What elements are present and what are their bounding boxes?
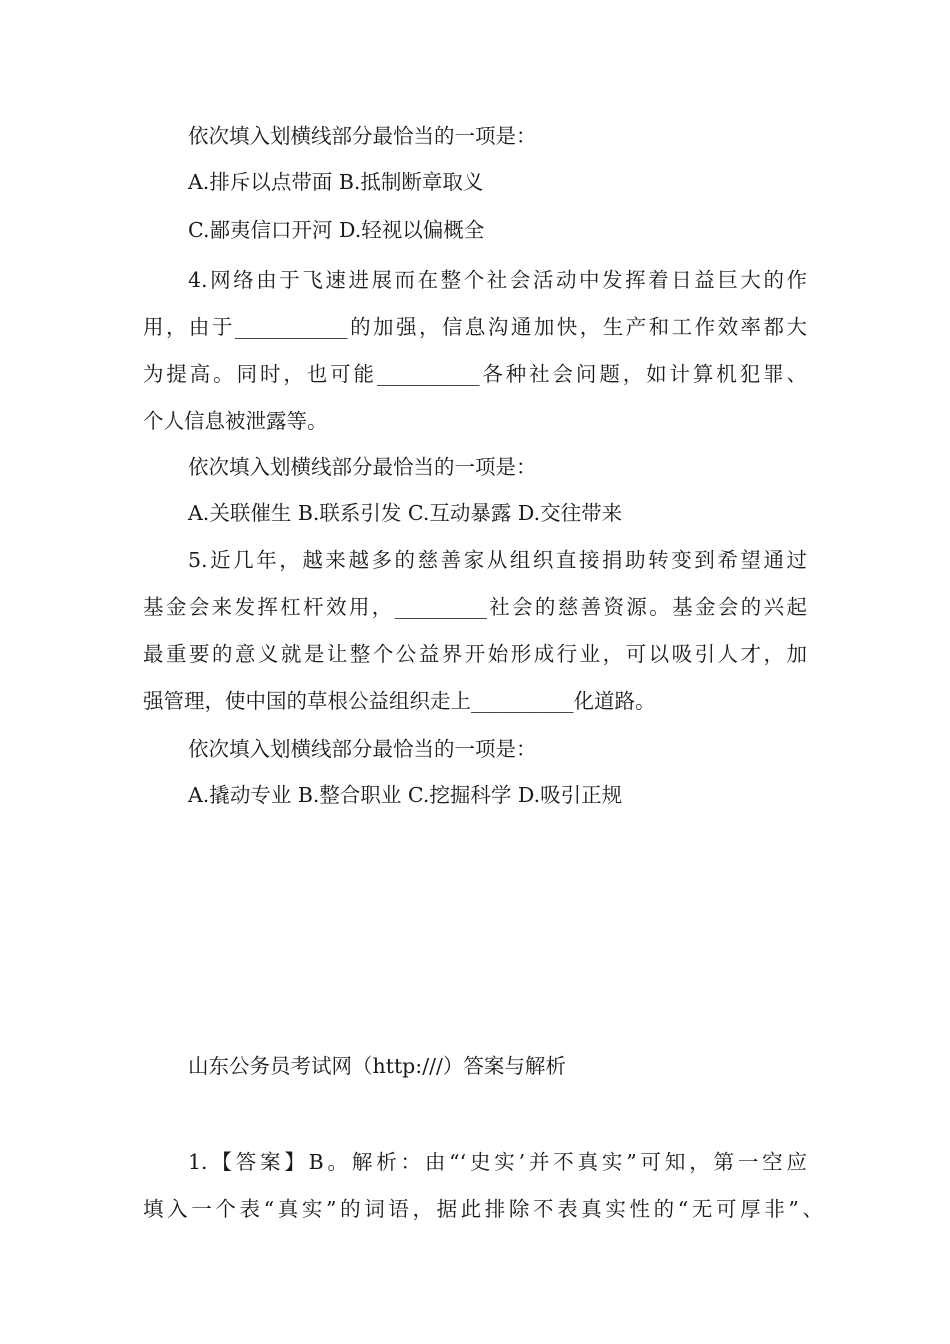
question-5-line: 强管理，使中国的草根公益组织走上__________化道路。 xyxy=(143,689,656,713)
question-5-line: 5.近几年，越来越多的慈善家从组织直接捐助转变到希望通过 xyxy=(188,548,807,572)
answer-line: 1.【答案】B。解析：由“‘史实’并不真实”可知，第一空应 xyxy=(188,1150,807,1174)
question-4-line: 用，由于___________的加强，信息沟通加快，生产和工作效率都大 xyxy=(143,315,807,339)
instruction-text: 依次填入划横线部分最恰当的一项是： xyxy=(188,455,537,479)
instruction-text: 依次填入划横线部分最恰当的一项是： xyxy=(188,737,537,761)
option-line: C.鄙夷信口开河 D.轻视以偏概全 xyxy=(188,218,485,242)
answer-line: 填入一个表“真实”的词语，据此排除不表真实性的“无可厚非”、 xyxy=(143,1197,823,1221)
question-4-line: 个人信息被泄露等。 xyxy=(143,409,328,433)
option-line: A.撬动专业 B.整合职业 C.挖掘科学 D.吸引正规 xyxy=(188,783,623,807)
option-line: A.关联催生 B.联系引发 C.互动暴露 D.交往带来 xyxy=(188,501,623,525)
question-5-line: 基金会来发挥杠杆效用，_________社会的慈善资源。基金会的兴起 xyxy=(143,595,807,619)
question-4-line: 4.网络由于飞速进展而在整个社会活动中发挥着日益巨大的作 xyxy=(188,268,807,292)
option-line: A.排斥以点带面 B.抵制断章取义 xyxy=(188,170,484,194)
instruction-text: 依次填入划横线部分最恰当的一项是： xyxy=(188,124,537,148)
section-heading: 山东公务员考试网（http:///）答案与解析 xyxy=(188,1054,566,1078)
question-5-line: 最重要的意义就是让整个公益界开始形成行业，可以吸引人才，加 xyxy=(143,642,807,666)
question-4-line: 为提高。同时，也可能__________各种社会问题，如计算机犯罪、 xyxy=(143,362,807,386)
